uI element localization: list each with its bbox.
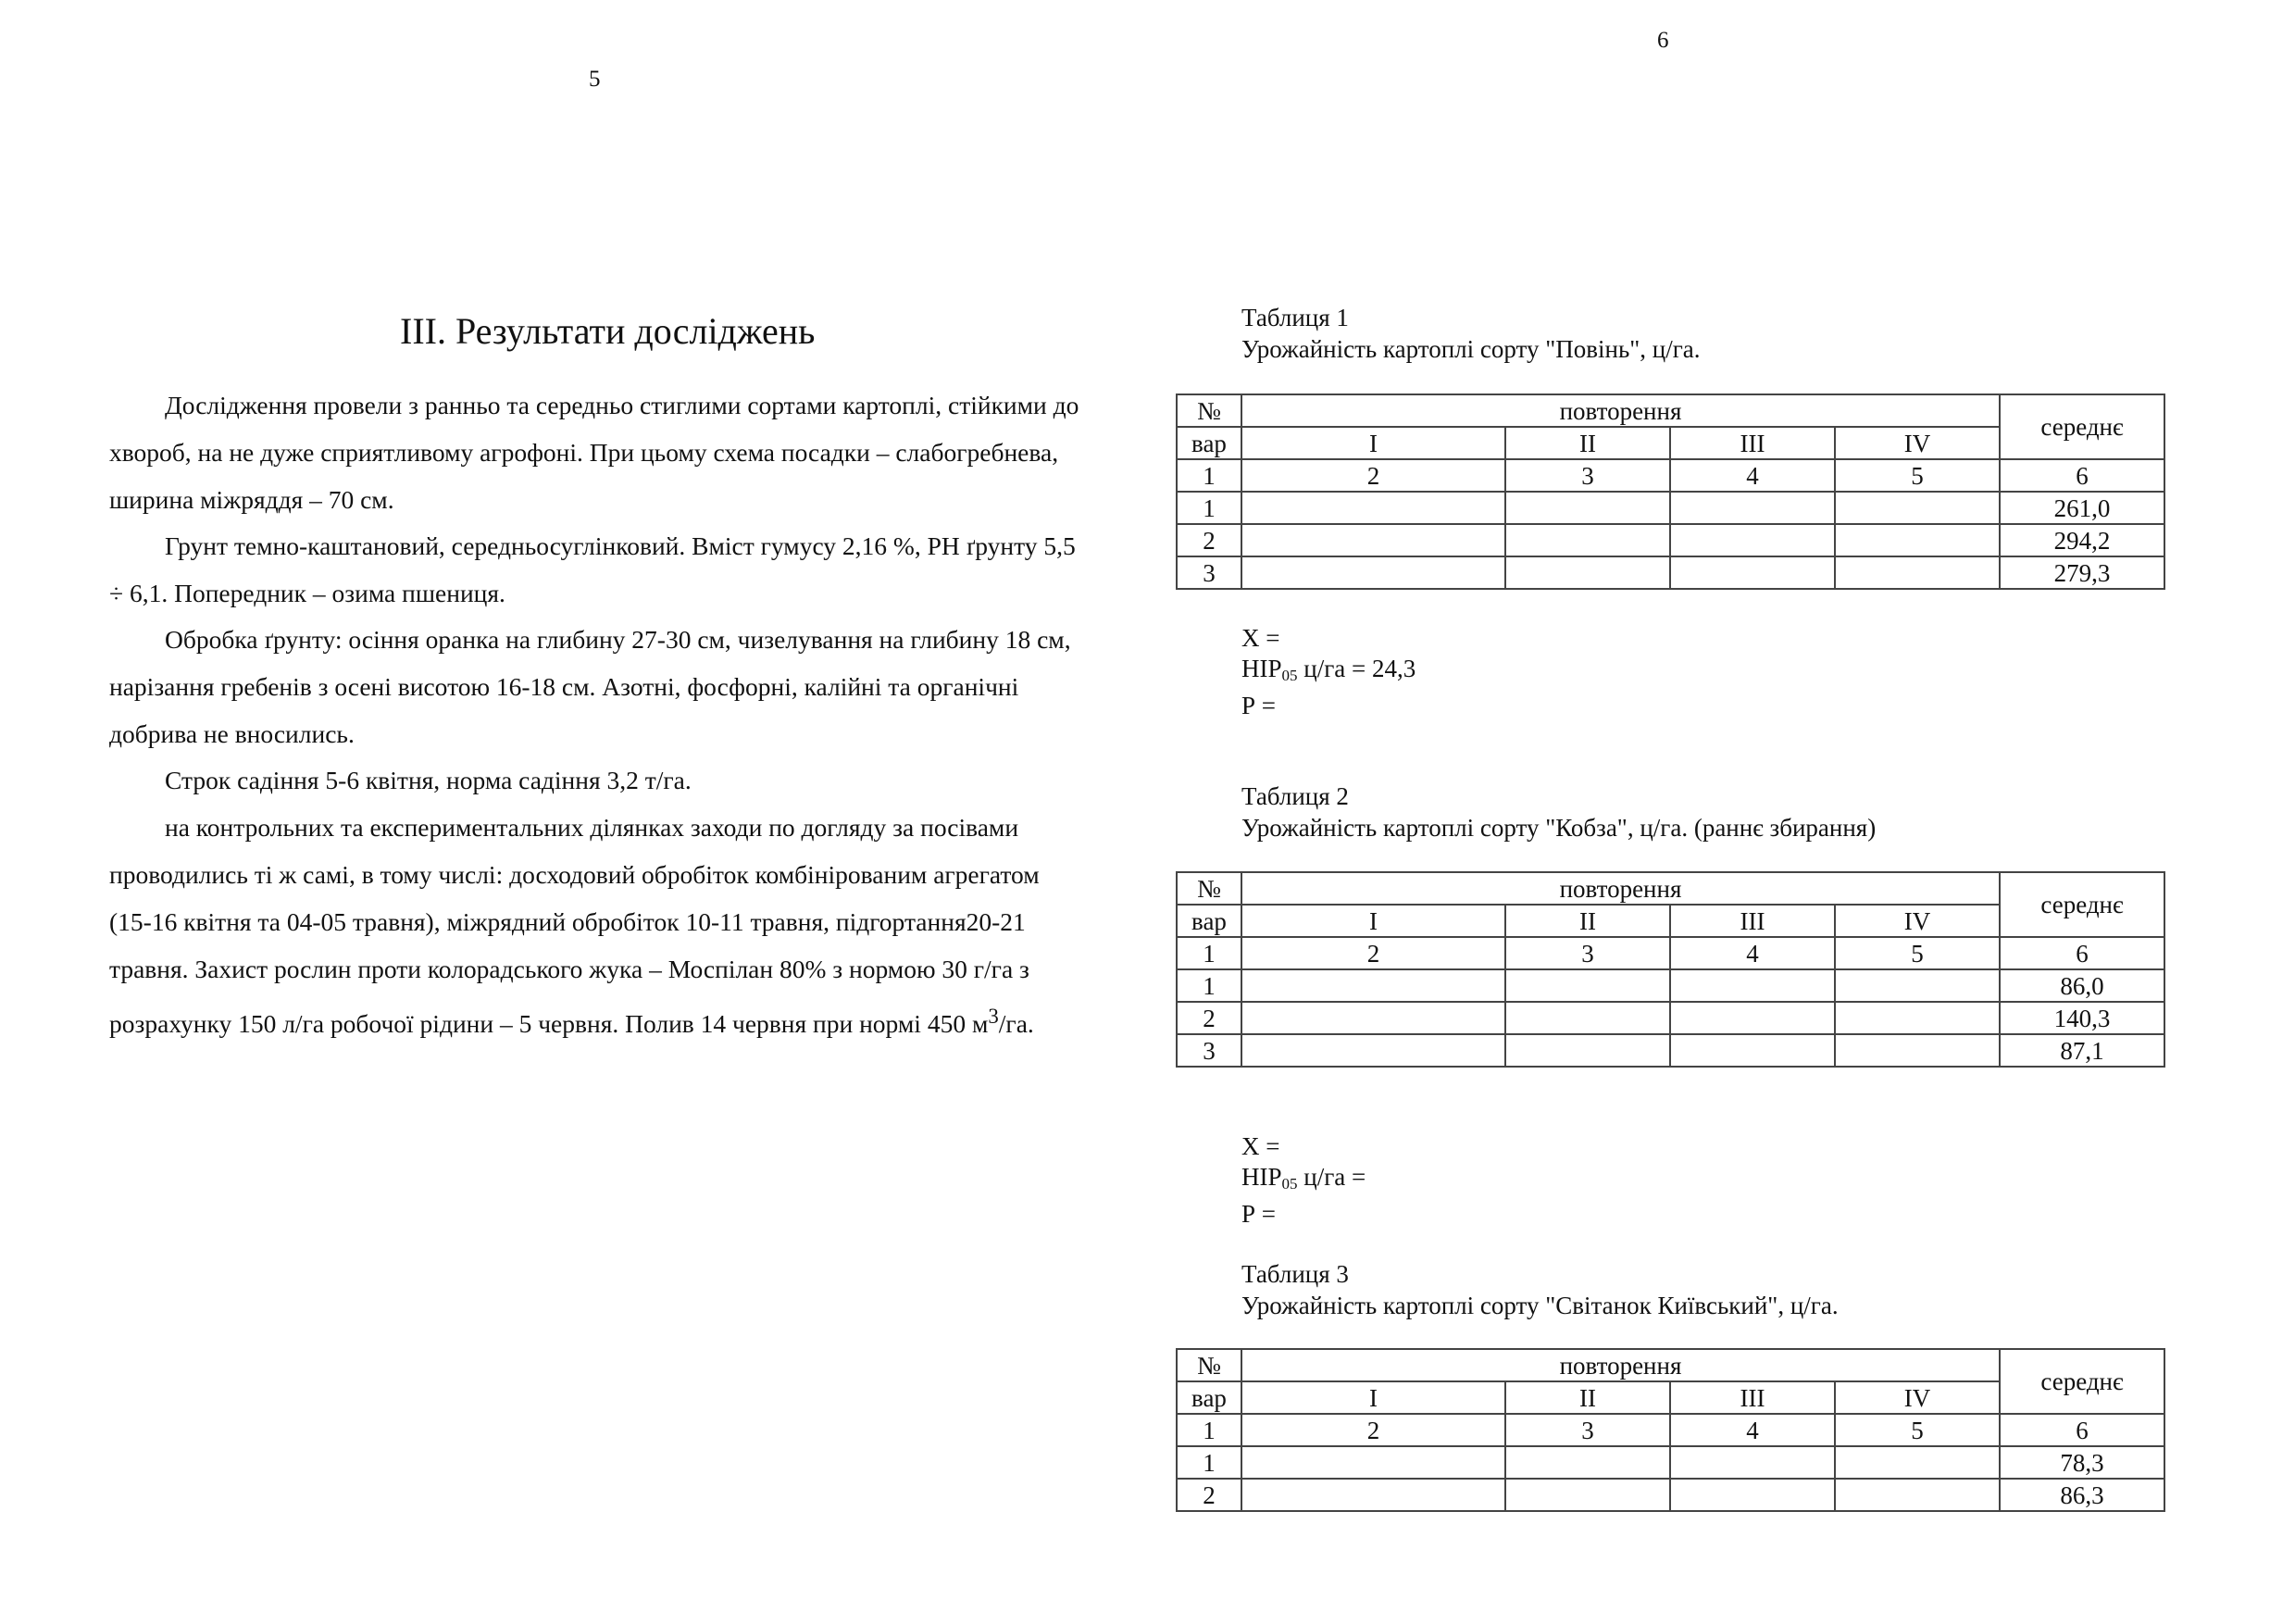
header-average: середнє: [2000, 1349, 2164, 1414]
superscript-3: 3: [988, 1005, 999, 1028]
header-var: вар: [1177, 427, 1241, 459]
empty-cell: [1241, 492, 1505, 524]
empty-cell: [1670, 1446, 1835, 1479]
table-2-p: Р =: [1241, 1200, 1276, 1228]
empty-cell: [1505, 969, 1670, 1002]
empty-cell: [1670, 1002, 1835, 1034]
yield-table-1: [1176, 394, 2165, 590]
average-cell: 261,0: [2000, 492, 2164, 524]
table-row: [1177, 1034, 2164, 1067]
empty-cell: [1835, 1479, 2000, 1511]
table-row: [1177, 1479, 2164, 1511]
header-rep: I: [1241, 427, 1505, 459]
index-cell: 6: [2000, 459, 2164, 492]
empty-cell: [1670, 969, 1835, 1002]
empty-cell: [1505, 492, 1670, 524]
paragraph-3: Обробка ґрунту: осіння оранка на глибину 27-30 см, чизелування на глибину 18 см, нарізання гребенів з осені висотою 16-18 см. Азотні, фосфорні, калійні та органічні добрива не вносились.: [109, 625, 1071, 748]
header-rep: IV: [1835, 427, 2000, 459]
table-row: [1177, 524, 2164, 556]
empty-cell: [1241, 524, 1505, 556]
empty-cell: [1670, 524, 1835, 556]
paragraph-1: Дослідження провели з ранньо та середньо стиглими сортами картоплі, стійкими до хвороб, на не дуже сприятливому агрофоні. При цьому схема посадки – слабогребнева, ширина міжряддя – 70 см.: [109, 391, 1079, 514]
empty-cell: [1505, 1479, 1670, 1511]
index-cell: 6: [2000, 1414, 2164, 1446]
variant-cell: 3: [1177, 1034, 1241, 1067]
index-cell: 4: [1670, 937, 1835, 969]
header-var: вар: [1177, 905, 1241, 937]
header-rep: IV: [1835, 905, 2000, 937]
average-cell: 78,3: [2000, 1446, 2164, 1479]
header-rep: I: [1241, 905, 1505, 937]
average-cell: 140,3: [2000, 1002, 2164, 1034]
page-number-left: 5: [589, 67, 601, 92]
header-row: [1177, 1349, 2164, 1381]
table-2-nir: $НІР_{05}$ ц/га =: [1241, 1163, 1366, 1193]
empty-cell: [1835, 1002, 2000, 1034]
header-rep: II: [1505, 1381, 1670, 1414]
index-cell: 5: [1835, 459, 2000, 492]
table-3-caption: [1241, 1258, 1839, 1321]
table-1-nir: $НІР_{05}$ ц/га = 24,3: [1241, 655, 1416, 684]
header-rep: III: [1670, 427, 1835, 459]
table-2-caption: [1241, 781, 1876, 843]
variant-cell: 1: [1177, 969, 1241, 1002]
paragraph-5: на контрольних та експериментальних ділянках заходи по догляду за посівами проводились ті ж самі, в тому числі: досходовий обробіток комбінірованим агрегатом (15-16 квітня та 04-05 травня), міжрядний обробіток 10-11 травня, підгортання20-21 травня. Захист рослин проти колорадського жука – Моспілан 80% з нормою 30 г/га з розрахунку 150 л/га робочої рідини – 5 червня. Полив 14 червня при нормі 450 $м^3/га$.: [109, 813, 1040, 1039]
table-row: [1177, 556, 2164, 589]
empty-cell: [1241, 1034, 1505, 1067]
table-3-title: Урожайність картоплі сорту "Світанок Київський", ц/га.: [1241, 1292, 1839, 1319]
variant-cell: 1: [1177, 1446, 1241, 1479]
index-cell: 3: [1505, 459, 1670, 492]
yield-table-2: [1176, 871, 2165, 1068]
index-cell: 1: [1177, 1414, 1241, 1446]
index-cell: 1: [1177, 459, 1241, 492]
header-rep: III: [1670, 905, 1835, 937]
empty-cell: [1241, 556, 1505, 589]
index-cell: 5: [1835, 937, 2000, 969]
table-row: [1177, 969, 2164, 1002]
empty-cell: [1835, 524, 2000, 556]
table-1-x: Х =: [1241, 624, 1280, 652]
variant-cell: 3: [1177, 556, 1241, 589]
table-1-p: Р =: [1241, 692, 1276, 719]
header-repeats: повторення: [1241, 872, 2000, 905]
page-number-right: 6: [1657, 28, 1669, 53]
header-repeats: повторення: [1241, 394, 2000, 427]
header-average: середнє: [2000, 872, 2164, 937]
table-row: [1177, 1002, 2164, 1034]
empty-cell: [1505, 524, 1670, 556]
average-cell: 87,1: [2000, 1034, 2164, 1067]
header-rep: III: [1670, 1381, 1835, 1414]
header-row: [1177, 872, 2164, 905]
empty-cell: [1241, 1479, 1505, 1511]
index-cell: 6: [2000, 937, 2164, 969]
paragraph-2: Грунт темно-каштановий, середньосуглінковий. Вміст гумусу 2,16 %, РН ґрунту 5,5 ÷ 6,1. Попередник – озима пшениця.: [109, 531, 1076, 607]
index-row: [1177, 937, 2164, 969]
empty-cell: [1505, 556, 1670, 589]
average-cell: 86,0: [2000, 969, 2164, 1002]
empty-cell: [1670, 492, 1835, 524]
header-num: №: [1177, 1349, 1241, 1381]
empty-cell: [1835, 969, 2000, 1002]
table-row: [1177, 492, 2164, 524]
variant-cell: 2: [1177, 1002, 1241, 1034]
header-rep: II: [1505, 427, 1670, 459]
index-cell: 2: [1241, 459, 1505, 492]
empty-cell: [1835, 1446, 2000, 1479]
yield-table-3: [1176, 1348, 2165, 1512]
index-cell: 5: [1835, 1414, 2000, 1446]
empty-cell: [1241, 1002, 1505, 1034]
empty-cell: [1241, 1446, 1505, 1479]
header-num: №: [1177, 394, 1241, 427]
empty-cell: [1670, 556, 1835, 589]
index-cell: 4: [1670, 459, 1835, 492]
index-cell: 2: [1241, 1414, 1505, 1446]
index-row: [1177, 1414, 2164, 1446]
header-num: №: [1177, 872, 1241, 905]
table-1-label: Таблиця 1: [1241, 304, 1349, 331]
empty-cell: [1835, 1034, 2000, 1067]
table-2-title: Урожайність картоплі сорту "Кобза", ц/га. (раннє збирання): [1241, 814, 1877, 842]
empty-cell: [1670, 1479, 1835, 1511]
header-row: [1177, 394, 2164, 427]
empty-cell: [1505, 1002, 1670, 1034]
table-row: [1177, 1446, 2164, 1479]
header-rep: IV: [1835, 1381, 2000, 1414]
table-2-x: Х =: [1241, 1132, 1280, 1160]
section-title: ІІІ. Результати досліджень: [400, 310, 816, 352]
index-cell: 1: [1177, 937, 1241, 969]
header-rep: II: [1505, 905, 1670, 937]
index-cell: 4: [1670, 1414, 1835, 1446]
table-1-stats: [1241, 623, 1416, 721]
table-2-stats: [1241, 1131, 1366, 1230]
table-1-caption: [1241, 302, 1701, 365]
variant-cell: 2: [1177, 1479, 1241, 1511]
table-1-title: Урожайність картоплі сорту "Повінь", ц/га.: [1241, 335, 1701, 363]
paragraph-4: Строк садіння 5-6 квітня, норма садіння 3,2 т/га.: [165, 766, 692, 794]
table-3-label: Таблиця 3: [1241, 1260, 1349, 1288]
variant-cell: 1: [1177, 492, 1241, 524]
average-cell: 294,2: [2000, 524, 2164, 556]
index-cell: 2: [1241, 937, 1505, 969]
empty-cell: [1505, 1446, 1670, 1479]
empty-cell: [1835, 492, 2000, 524]
header-repeats: повторення: [1241, 1349, 2000, 1381]
header-rep: I: [1241, 1381, 1505, 1414]
variant-cell: 2: [1177, 524, 1241, 556]
index-cell: 3: [1505, 1414, 1670, 1446]
empty-cell: [1505, 1034, 1670, 1067]
header-var: вар: [1177, 1381, 1241, 1414]
empty-cell: [1670, 1034, 1835, 1067]
index-cell: 3: [1505, 937, 1670, 969]
average-cell: 86,3: [2000, 1479, 2164, 1511]
empty-cell: [1241, 969, 1505, 1002]
table-2-label: Таблиця 2: [1241, 782, 1349, 810]
empty-cell: [1835, 556, 2000, 589]
average-cell: 279,3: [2000, 556, 2164, 589]
header-average: середнє: [2000, 394, 2164, 459]
index-row: [1177, 459, 2164, 492]
